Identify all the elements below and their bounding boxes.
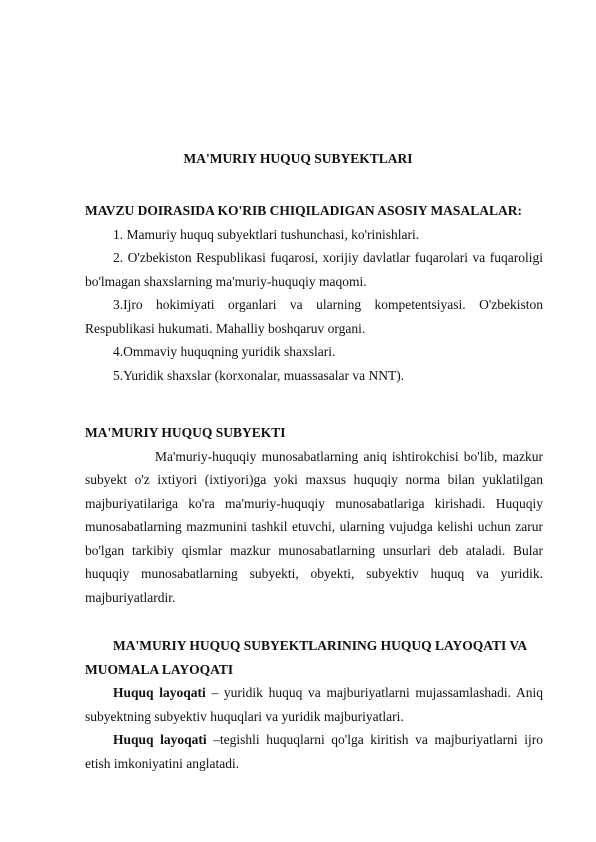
definition-paragraph bbox=[85, 681, 543, 728]
section-heading-capacity: MA'MURIY HUQUQ SUBYEKTLARINING HUQUQ LAYOQATI VA MUOMALA LAYOQATI bbox=[85, 638, 527, 677]
section-heading-topics: MAVZU DOIRASIDA KO'RIB CHIQILADIGAN ASOSIY MASALALAR: bbox=[85, 203, 522, 218]
section-heading-subject: MA'MURIY HUQUQ SUBYEKTI bbox=[85, 425, 286, 440]
definition-text: –tegishli huquqlarni qo'lga kiritish va majburiyatlarni ijro etish imkoniyatini anglatadi. bbox=[85, 732, 543, 771]
list-item: 3.Ijro hokimiyati organlari va ularning kompetentsiyasi. O'zbekiston Respublikasi hukumati. Mahalliy boshqaruv organi. bbox=[85, 297, 543, 336]
list-item: 5.Yuridik shaxslar (korxonalar, muassasalar va NNT). bbox=[113, 367, 405, 383]
definition-term: Huquq layoqati bbox=[113, 732, 207, 747]
section-subject bbox=[85, 421, 543, 609]
subject-paragraph: Ma'muriy-huquqiy munosabatlarning aniq ishtirokchisi bo'lib, mazkur subyekt o'z ixtiyori (ixtiyori)ga yoki maxsus huquqiy norma bilan yuklatilgan majburiyatilariga ko'ra ma'muriy-huquqiy munosabatlariga kirishadi. Huquqiy munosabatlarning mazmunini tashkil etuvchi, ularning vujudga kelishi uchun zarur bo'lgan tarkibiy qismlar mazkur munosabatlarning unsurlari deb ataladi. Bular huquqiy munosabatlarning subyekti, obyekti, subyektiv huquq va yuridik. majburiyatlardir. bbox=[85, 448, 543, 605]
section-topics bbox=[85, 199, 543, 387]
definition-text: – yuridik huquq va majburiyatlarni mujassamlashadi. Aniq subyektning subyektiv huquqlari va yuridik majburiyatlari. bbox=[85, 685, 543, 724]
section-capacity bbox=[85, 634, 543, 775]
list-item: 1. Mamuriy huquq subyektlari tushunchasi, ko'rinishlari. bbox=[113, 226, 420, 242]
definition-paragraph bbox=[85, 728, 543, 775]
definition-term: Huquq layoqati bbox=[113, 685, 206, 700]
list-item: 2. O'zbekiston Respublikasi fuqarosi, xorijiy davlatlar fuqarolari va fuqaroligi bo'lmagan shaxslarning ma'muriy-huquqiy maqomi. bbox=[85, 250, 543, 289]
page-title: MA'MURIY HUQUQ SUBYEKTLARI bbox=[183, 151, 413, 166]
list-item: 4.Ommaviy huquqning yuridik shaxslari. bbox=[113, 344, 336, 359]
